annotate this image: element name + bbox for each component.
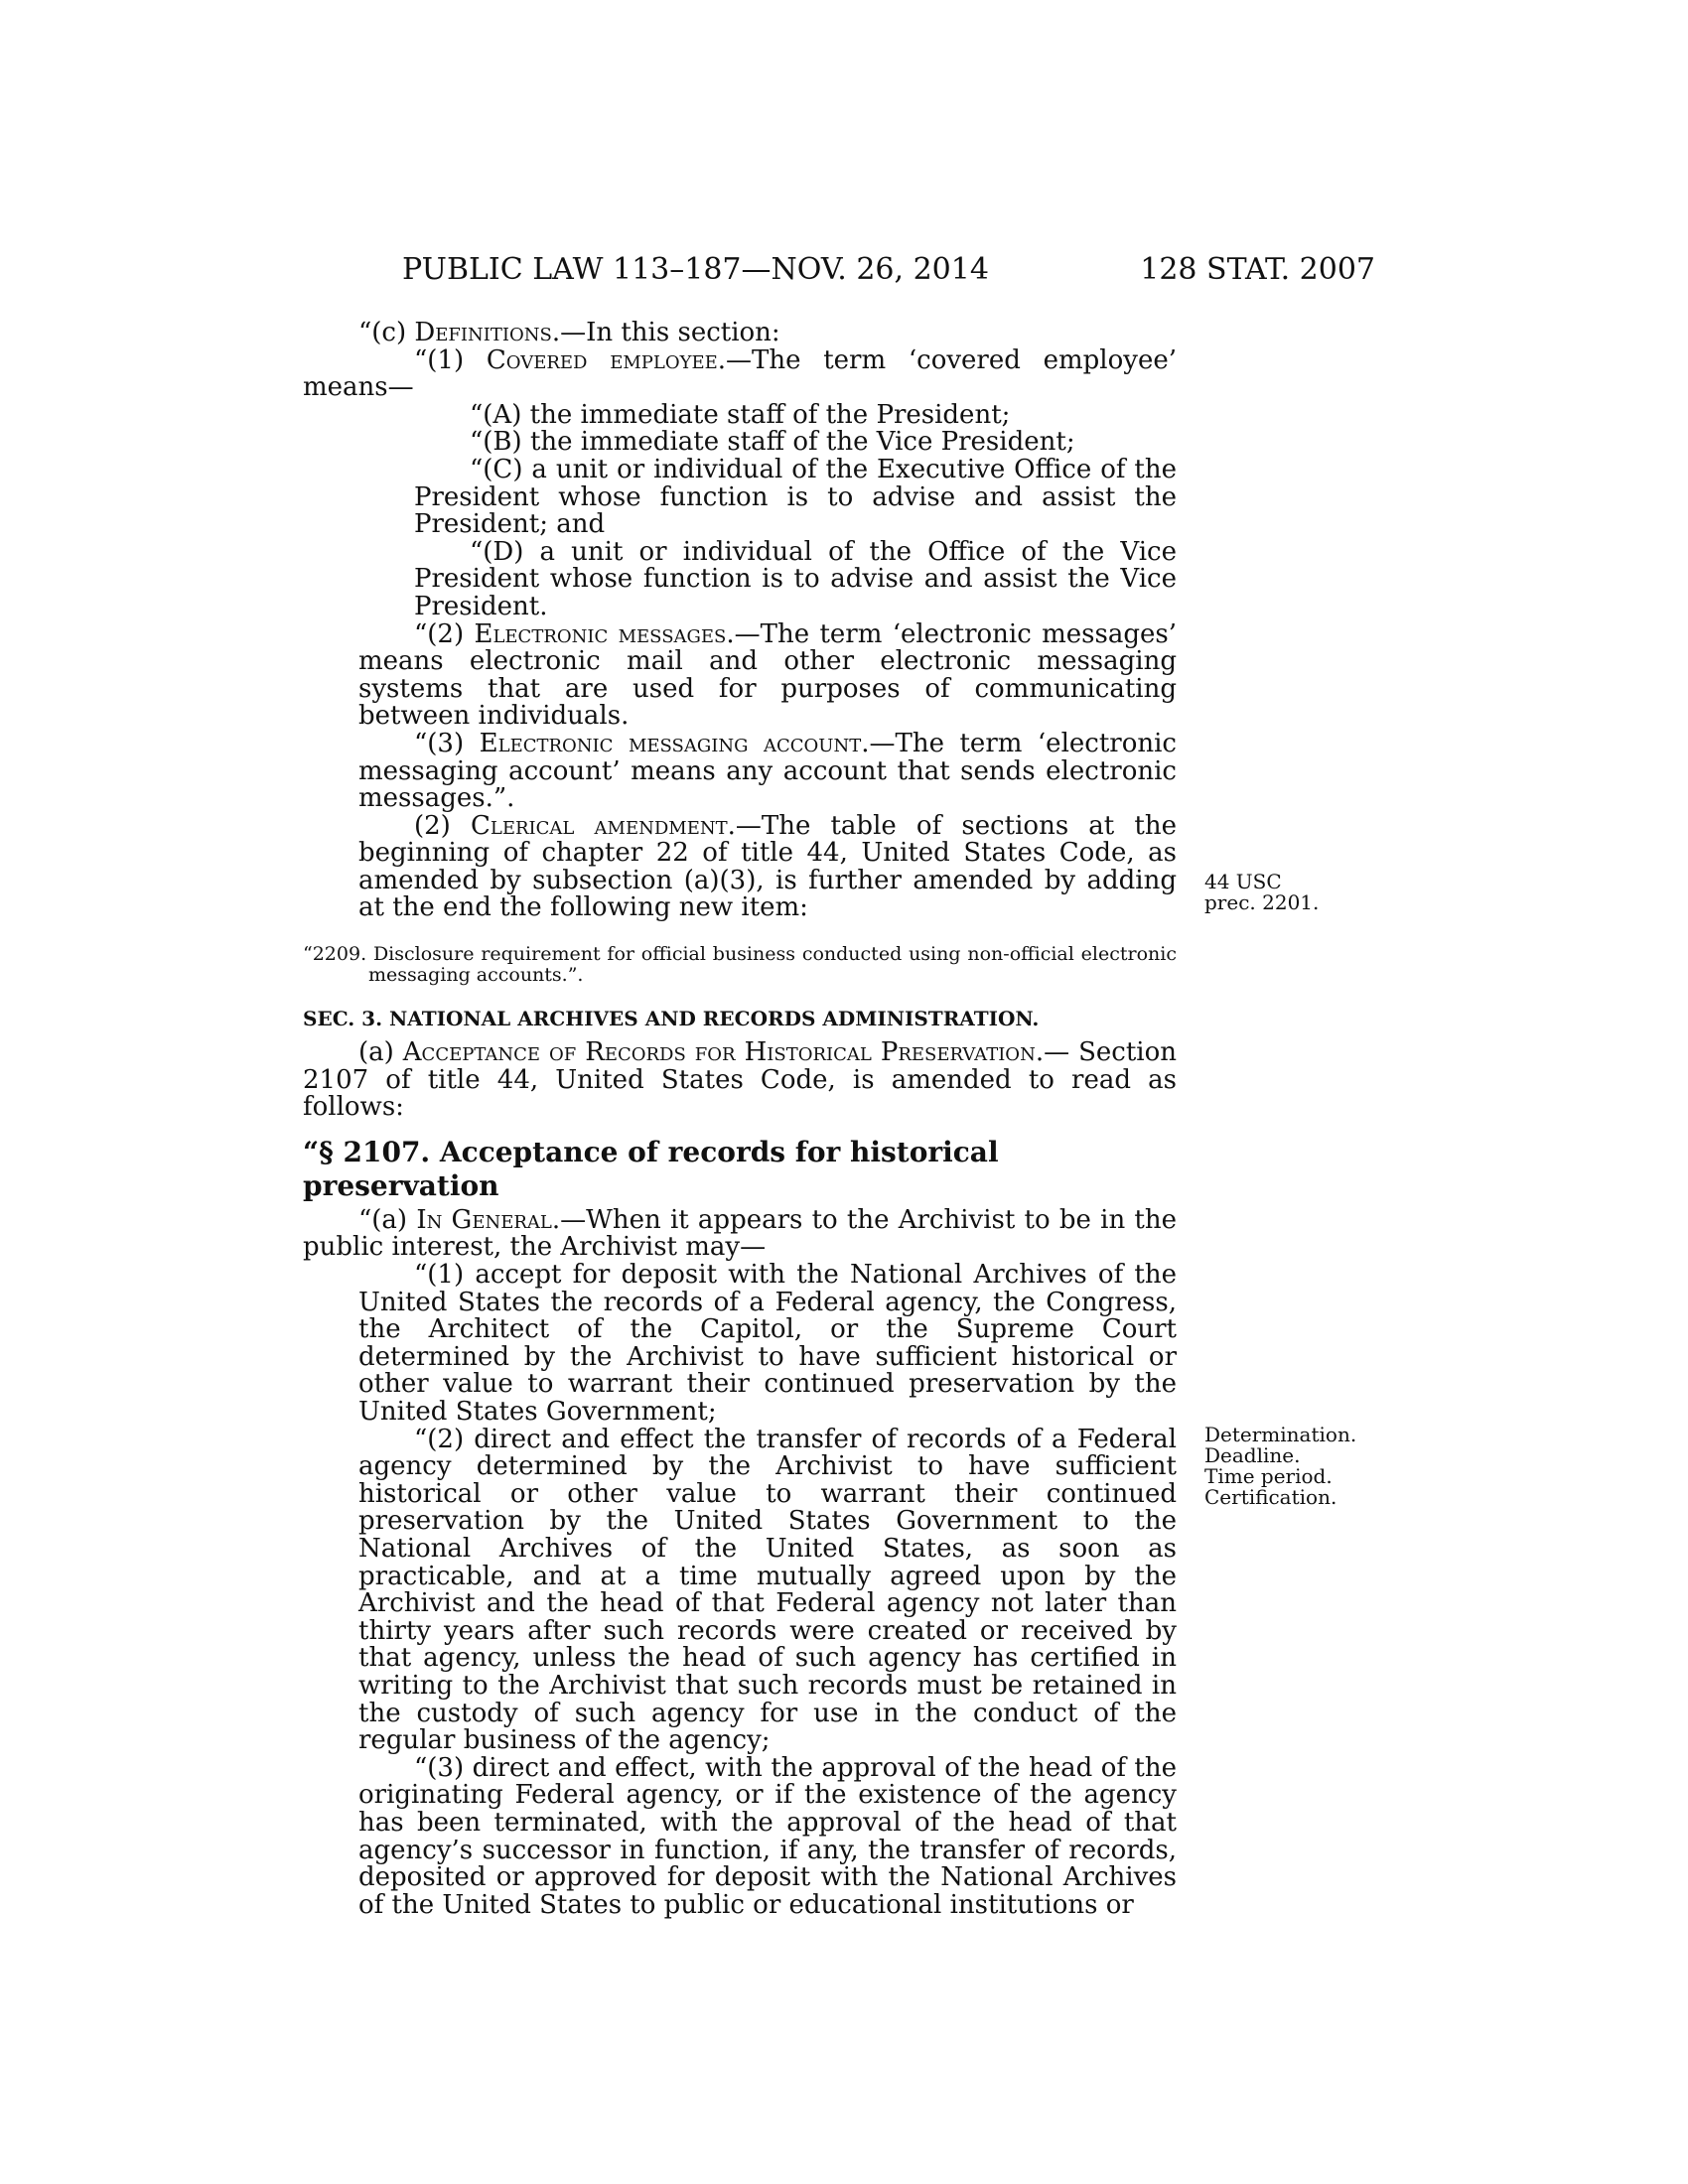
clause-2: “(2) direct and effect the transfer of records of a Federal agency determined by the Archivist to have sufficient historical or other value to warrant their continued preservation by the United States Government to the National Archives of the United States, as soon as practicable, and at a time mutually agreed upon by the Archivist and the head of that Federal agency not later than thirty years after such records were created or received by that agency, unless the head of such agency has certified in writing to the Archivist that such records must be retained in the custody of such agency for use in the conduct of the regular business of the agency; xyxy=(358,1424,1177,1756)
section-2107-heading: “§ 2107. Acceptance of records for historical preservation xyxy=(303,1135,999,1202)
note-time-period: Time period. xyxy=(1204,1464,1333,1488)
definitions-heading-paragraph: “(c) Definitions.—In this section: xyxy=(358,318,780,347)
margin-note-usc xyxy=(1204,872,1319,913)
subparagraph-c: “(C) a unit or individual of the Executive Office of the President whose function is to advise and assist the President; and xyxy=(414,454,1177,540)
table-of-sections-item: “2209. Disclosure requirement for official business conducted using non-official electronic messaging accounts.”. xyxy=(303,943,1177,987)
document-body xyxy=(303,320,1177,1919)
note-certification: Certification. xyxy=(1204,1485,1337,1509)
electronic-messages-paragraph: “(2) Electronic messages.—The term ‘electronic messages’ means electronic mail and other electronic messaging systems that are used for purposes of communicating between individuals. xyxy=(358,618,1177,732)
usc-section: prec. 2201. xyxy=(1204,890,1320,914)
note-determination: Determination. xyxy=(1204,1423,1357,1446)
section-3-heading: SEC. 3. NATIONAL ARCHIVES AND RECORDS ADMINISTRATION. xyxy=(303,1007,1040,1031)
acceptance-of-records-paragraph: (a) Acceptance of Records for Historical Preservation.— Section 2107 of title 44, United States Code, is amended to read as follows: xyxy=(303,1037,1178,1123)
subparagraph-d: “(D) a unit or individual of the Office of the Vice President whose function is to advise and assist the Vice President. xyxy=(414,536,1177,621)
subparagraph-b: “(B) the immediate staff of the Vice President; xyxy=(470,427,1075,458)
subparagraph-a: “(A) the immediate staff of the President; xyxy=(470,399,1011,430)
in-general-paragraph: “(a) In General.—When it appears to the Archivist to be in the public interest, the Archivist may— xyxy=(303,1204,1177,1263)
public-law-citation: PUBLIC LAW 113–187—NOV. 26, 2014 xyxy=(402,252,989,287)
usc-title: 44 USC xyxy=(1204,870,1282,893)
clerical-amendment-paragraph: (2) Clerical amendment.—The table of sections at the beginning of chapter 22 of title 44, United States Code, as amended by subsection (a)(3), is further amended by adding at the end the following new item: xyxy=(358,810,1177,923)
page-header xyxy=(402,250,1375,290)
note-deadline: Deadline. xyxy=(1204,1443,1301,1467)
clause-3: “(3) direct and effect, with the approval of the head of the originating Federal agency, or if the existence of the agency has been terminated, with the approval of the head of that agency’s successor in function, if any, the transfer of records, deposited or approved for deposit with the National Archives of the United States to public or educational institutions or xyxy=(358,1752,1177,1920)
statute-page-number: 128 STAT. 2007 xyxy=(1140,252,1375,287)
margin-note-determination xyxy=(1204,1425,1356,1508)
electronic-messaging-account-paragraph: “(3) Electronic messaging account.—The term ‘electronic messaging account’ means any account that sends electronic messages.”. xyxy=(358,728,1177,814)
covered-employee-paragraph: “(1) Covered employee.—The term ‘covered employee’ means— xyxy=(303,344,1177,403)
clause-1: “(1) accept for deposit with the National Archives of the United States the records of a Federal agency, the Congress, the Architect of the Capitol, or the Supreme Court determined by the Archivist to have sufficient historical or other value to warrant their continued preservation by the United States Government; xyxy=(358,1260,1177,1427)
